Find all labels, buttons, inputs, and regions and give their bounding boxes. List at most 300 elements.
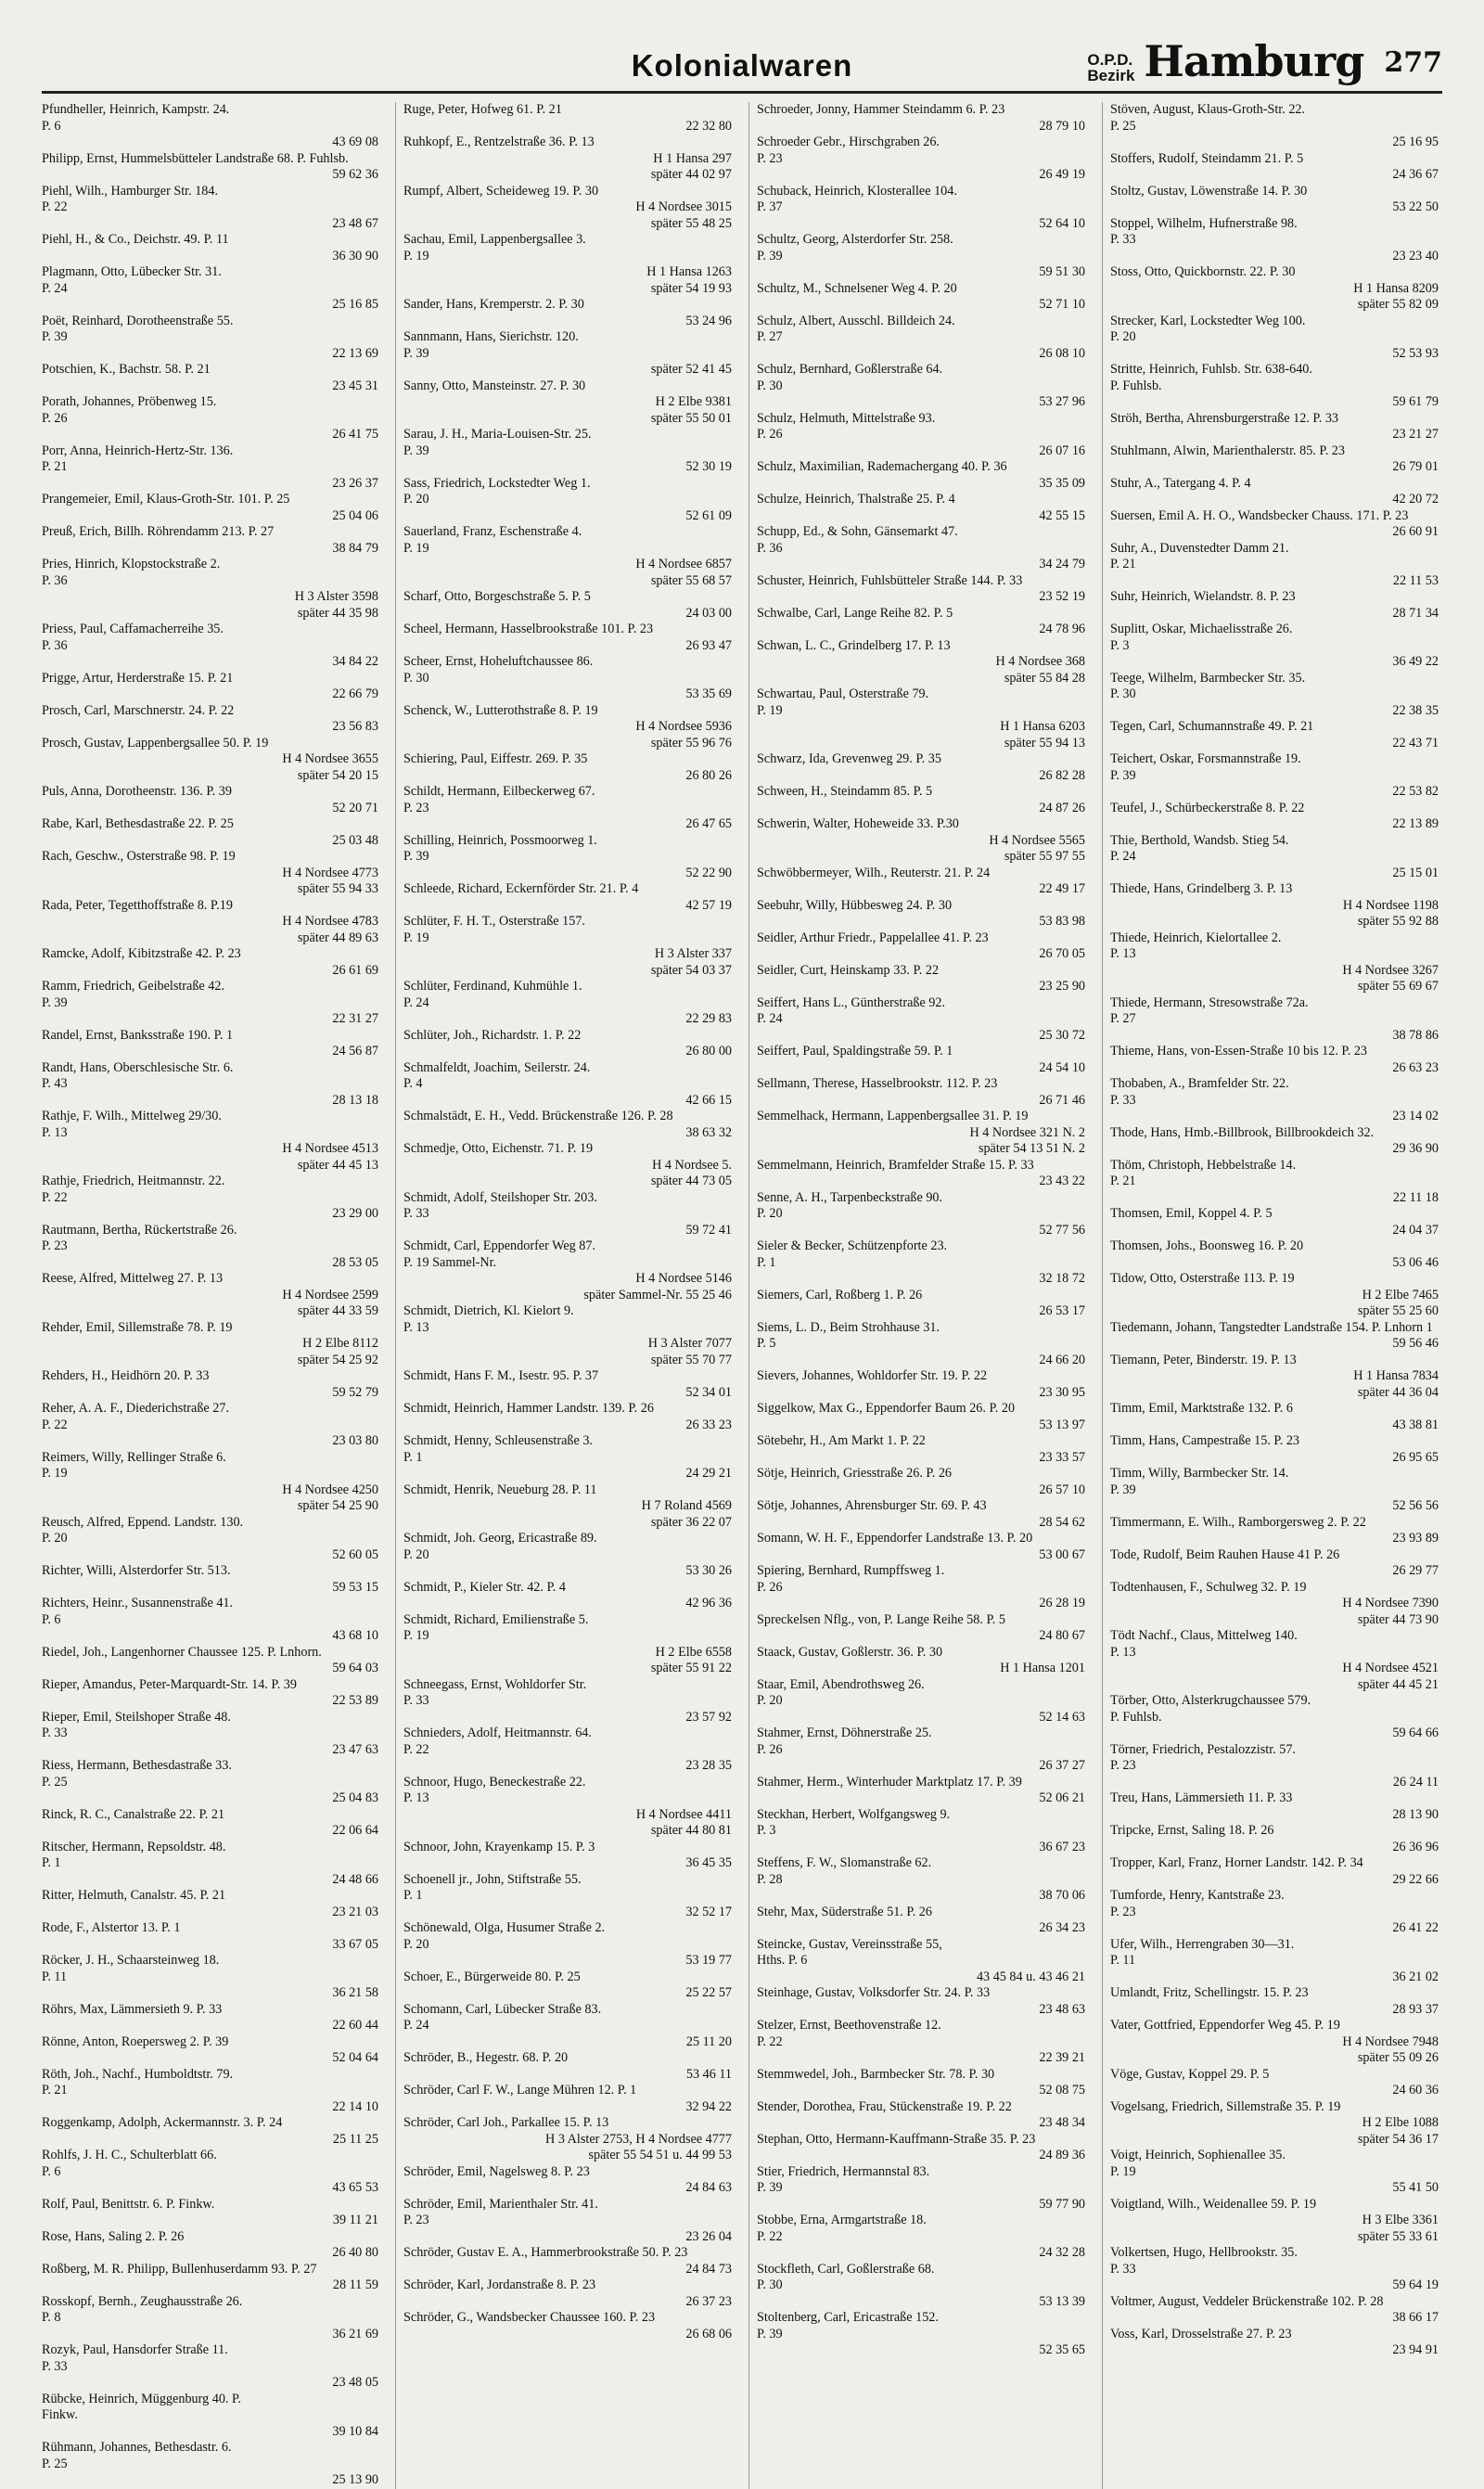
entry-name-address: Thöm, Christoph, Hebbelstraße 14. xyxy=(1110,1157,1297,1173)
directory-entry xyxy=(403,622,736,654)
entry-telephone: H 4 Nordsee 3015 xyxy=(635,199,732,214)
directory-entry xyxy=(42,184,382,233)
directory-entry xyxy=(1110,411,1442,443)
entry-postal-district: P. 30 xyxy=(1110,686,1136,701)
directory-entry xyxy=(403,2245,736,2277)
entry-telephone: 52 61 09 xyxy=(685,507,732,523)
entry-name-address: Röhrs, Max, Lämmersieth 9. P. 33 xyxy=(42,2001,223,2017)
entry-name-address: Rose, Hans, Saling 2. P. 26 xyxy=(42,2228,185,2244)
entry-name-address: Schröder, Karl, Jordanstraße 8. P. 23 xyxy=(403,2277,596,2292)
entry-name-address: Schmalstädt, E. H., Vedd. Brückenstraße 126. P. 28 xyxy=(403,1109,673,1123)
entry-name-address: Steffens, F. W., Slomanstraße 62. xyxy=(757,1855,932,1870)
directory-entry xyxy=(403,1969,736,2002)
entry-postal-district: P. 33 xyxy=(403,1206,429,1221)
entry-telephone: H 4 Nordsee 6857 xyxy=(635,557,732,571)
entry-postal-district: P. 27 xyxy=(757,329,783,344)
entry-telephone: 29 36 90 xyxy=(1392,1141,1439,1156)
entry-postal-district: P. 22 xyxy=(757,2228,783,2244)
entry-name-address: Rehders, H., Heidhörn 20. P. 33 xyxy=(42,1368,210,1383)
entry-telephone: später 55 70 77 xyxy=(650,1352,732,1367)
entry-name-address: Rolf, Paul, Benittstr. 6. P. Finkw. xyxy=(42,2196,215,2212)
entry-postal-district: P. 24 xyxy=(1110,849,1136,864)
entry-telephone: 26 34 23 xyxy=(1039,1920,1085,1935)
entry-name-address: Schroeder Gebr., Hirschgraben 26. xyxy=(757,135,940,149)
directory-entry xyxy=(403,1531,736,1580)
entry-telephone: 36 67 23 xyxy=(1039,1839,1085,1854)
entry-name-address: Rathje, Friedrich, Heitmannstr. 22. xyxy=(42,1174,225,1188)
entry-name-address: Spreckelsen Nflg., von, P. Lange Reihe 58. P. 5 xyxy=(757,1611,1005,1627)
entry-name-address: Rinck, R. C., Canalstraße 22. P. 21 xyxy=(42,1806,225,1822)
directory-entry xyxy=(403,2050,736,2083)
entry-telephone: später 55 91 22 xyxy=(650,1661,732,1675)
entry-telephone: 23 25 90 xyxy=(1039,979,1085,994)
directory-entry xyxy=(403,1109,736,1141)
entry-telephone: 22 29 83 xyxy=(685,1011,732,1026)
entry-telephone: später 55 33 61 xyxy=(1357,2228,1439,2244)
entry-telephone: 24 32 28 xyxy=(1039,2245,1085,2260)
entry-telephone: später 55 50 01 xyxy=(650,410,732,426)
entry-name-address: Schwarz, Ida, Grevenweg 29. P. 35 xyxy=(757,751,941,766)
directory-entry xyxy=(757,2067,1089,2099)
entry-postal-district: P. 13 xyxy=(1110,1644,1136,1660)
entry-name-address: Ruhkopf, E., Rentzelstraße 36. P. 13 xyxy=(403,135,595,149)
entry-telephone: später 36 22 07 xyxy=(650,1514,732,1530)
entry-telephone: 32 94 22 xyxy=(685,2098,732,2114)
entry-name-address: Schröder, Gustav E. A., Hammerbrookstraße 50. P. 23 xyxy=(403,2245,688,2260)
entry-name-address: Schwartau, Paul, Osterstraße 79. xyxy=(757,686,929,701)
entry-telephone: 52 04 64 xyxy=(332,2050,378,2065)
district-label xyxy=(1087,52,1134,83)
entry-telephone: 53 27 96 xyxy=(1039,394,1085,409)
entry-telephone: später 44 33 59 xyxy=(297,1303,378,1318)
directory-entry xyxy=(1110,1353,1442,1385)
entry-telephone: 23 45 31 xyxy=(332,378,378,393)
directory-entry xyxy=(1110,1823,1442,1855)
entry-name-address: Prosch, Gustav, Lappenbergsallee 50. P. 19 xyxy=(42,735,269,751)
entry-postal-district: P. 5 xyxy=(757,1336,776,1351)
directory-entry xyxy=(42,622,382,671)
directory-entry xyxy=(403,135,736,167)
entry-name-address: Reher, A. A. F., Diederichstraße 27. xyxy=(42,1401,229,1416)
entry-name-address: Schwerin, Walter, Hoheweide 33. P.30 xyxy=(757,816,959,831)
entry-postal-district: P. 6 xyxy=(42,2163,61,2179)
directory-entry xyxy=(757,1775,1089,1807)
directory-entry xyxy=(757,995,1089,1045)
entry-telephone: 42 55 15 xyxy=(1039,507,1085,523)
entry-name-address: Tumforde, Henry, Kantstraße 23. xyxy=(1110,1888,1285,1903)
directory-entry xyxy=(757,1288,1089,1320)
directory-entry xyxy=(42,1303,382,1320)
directory-entry xyxy=(42,362,382,394)
directory-entry xyxy=(757,1985,1089,2018)
entry-telephone: 23 43 22 xyxy=(1039,1174,1085,1188)
entry-telephone: 26 36 96 xyxy=(1392,1839,1439,1854)
entry-telephone: später 54 25 90 xyxy=(297,1498,378,1513)
entry-telephone: 52 77 56 xyxy=(1039,1222,1085,1238)
directory-entry xyxy=(42,151,382,184)
directory-entry xyxy=(1110,622,1442,671)
entry-name-address: Stahmer, Ernst, Döhnerstraße 25. xyxy=(757,1726,932,1740)
column-3 xyxy=(748,102,1089,2489)
entry-telephone: 52 35 65 xyxy=(1039,2342,1085,2357)
directory-entry xyxy=(403,1677,736,1726)
entry-telephone: 52 53 93 xyxy=(1392,345,1439,361)
entry-telephone: H 2 Elbe 1088 xyxy=(1362,2115,1439,2130)
directory-entry xyxy=(42,898,382,930)
entry-telephone: H 4 Nordsee 5565 xyxy=(989,832,1085,848)
entry-telephone: 26 53 17 xyxy=(1039,1303,1085,1318)
entry-name-address: Rabe, Karl, Bethesdastraße 22. P. 25 xyxy=(42,816,234,831)
column-4 xyxy=(1102,102,1442,2489)
entry-postal-district: P. 36 xyxy=(42,637,68,653)
entry-telephone: später 54 13 51 N. 2 xyxy=(978,1141,1085,1156)
directory-entry xyxy=(403,784,736,833)
entry-telephone: H 4 Nordsee 5146 xyxy=(635,1271,732,1286)
directory-entry xyxy=(42,816,382,849)
entry-telephone: 26 40 80 xyxy=(332,2245,378,2260)
entry-telephone: 22 11 53 xyxy=(1392,572,1439,588)
entry-telephone: H 2 Elbe 7465 xyxy=(1362,1287,1439,1302)
entry-name-address: Thie, Berthold, Wandsb. Stieg 54. xyxy=(1110,832,1289,848)
entry-postal-district: P. 30 xyxy=(403,670,429,686)
entry-name-address: Timmermann, E. Wilh., Ramborgersweg 2. P. 22 xyxy=(1110,1514,1366,1530)
entry-telephone: 43 69 08 xyxy=(332,135,378,149)
entry-telephone: 24 84 63 xyxy=(685,2180,732,2195)
entry-telephone: 26 37 27 xyxy=(1039,1758,1085,1773)
entry-name-address: Schröder, G., Wandsbecker Chaussee 160. P. 23 xyxy=(403,2310,656,2325)
entry-name-address: Rozyk, Paul, Hansdorfer Straße 11. xyxy=(42,2342,228,2357)
entry-telephone: 23 29 00 xyxy=(332,1206,378,1221)
entry-name-address: Timm, Willy, Barmbecker Str. 14. xyxy=(1110,1466,1289,1481)
entry-telephone: 24 03 00 xyxy=(685,605,732,621)
entry-telephone: H 1 Hansa 1263 xyxy=(646,264,732,279)
entry-name-address: Prosch, Carl, Marschnerstr. 24. P. 22 xyxy=(42,702,235,718)
entry-name-address: Schoenell jr., John, Stiftstraße 55. xyxy=(403,1871,582,1887)
entry-name-address: Törner, Friedrich, Pestalozzistr. 57. xyxy=(1110,1741,1296,1757)
entry-name-address: Thomsen, Johs., Boonsweg 16. P. 20 xyxy=(1110,1238,1304,1253)
entry-telephone: 26 63 23 xyxy=(1392,1059,1439,1075)
entry-postal-district: P. 21 xyxy=(42,459,68,474)
entry-postal-district: P. 36 xyxy=(757,540,783,556)
entry-postal-district: P. 19 xyxy=(757,702,783,718)
directory-entry xyxy=(42,1498,382,1515)
entry-postal-district: P. 39 xyxy=(757,248,783,263)
directory-entry xyxy=(757,1109,1089,1141)
entry-telephone: 26 28 19 xyxy=(1039,1596,1085,1610)
entry-telephone: 22 53 82 xyxy=(1392,784,1439,799)
entry-telephone: H 4 Nordsee 321 N. 2 xyxy=(969,1124,1085,1140)
directory-entry xyxy=(757,2310,1089,2359)
entry-postal-district: P. 33 xyxy=(1110,2261,1136,2277)
directory-entry xyxy=(1110,2099,1442,2132)
directory-entry xyxy=(1110,995,1442,1045)
entry-postal-district: P. 24 xyxy=(403,2018,429,2033)
entry-telephone: 36 21 69 xyxy=(332,2326,378,2341)
directory-entry xyxy=(757,1531,1089,1563)
directory-entry xyxy=(1110,801,1442,833)
entry-telephone: H 2 Elbe 6558 xyxy=(655,1644,732,1660)
entry-telephone: 22 32 80 xyxy=(685,118,732,134)
entry-name-address: Steinhage, Gustav, Volksdorfer Str. 24. P. 33 xyxy=(757,1985,991,2000)
entry-name-address: Schiering, Paul, Eiffestr. 269. P. 35 xyxy=(403,751,588,766)
directory-entry xyxy=(42,1758,382,1807)
entry-telephone: 59 64 03 xyxy=(332,1661,378,1675)
directory-entry xyxy=(1110,2018,1442,2050)
entry-telephone: H 4 Nordsee 4773 xyxy=(282,865,378,880)
entry-postal-district: P. 21 xyxy=(1110,557,1136,571)
entry-postal-district: P. 33 xyxy=(42,1726,68,1740)
directory-entry xyxy=(1110,314,1442,363)
entry-telephone: 23 48 67 xyxy=(332,215,378,231)
entry-name-address: Semmelmann, Heinrich, Bramfelder Straße 15. P. 33 xyxy=(757,1157,1034,1173)
directory-entry xyxy=(1110,508,1442,541)
entry-telephone: 23 23 40 xyxy=(1392,248,1439,263)
directory-entry xyxy=(42,492,382,524)
entry-telephone: 23 33 57 xyxy=(1039,1449,1085,1465)
directory-entry xyxy=(42,768,382,785)
directory-entry xyxy=(42,1174,382,1223)
entry-telephone: 53 22 50 xyxy=(1392,199,1439,214)
directory-entry xyxy=(757,2099,1089,2132)
entry-postal-district: P. 20 xyxy=(403,1546,429,1562)
directory-entry xyxy=(403,1353,736,1369)
entry-postal-district: P. 19 xyxy=(1110,2163,1136,2179)
entry-name-address: Stuhr, A., Tatergang 4. P. 4 xyxy=(1110,475,1251,491)
directory-entry xyxy=(403,2083,736,2115)
directory-entry xyxy=(42,1223,382,1272)
directory-entry xyxy=(403,914,736,963)
directory-entry xyxy=(403,2115,736,2148)
entry-name-address: Thieme, Hans, von-Essen-Straße 10 bis 12. P. 23 xyxy=(1110,1044,1368,1058)
entry-telephone: 24 60 36 xyxy=(1392,2083,1439,2098)
directory-entry xyxy=(1110,881,1442,914)
entry-name-address: Pries, Hinrich, Klopstockstraße 2. xyxy=(42,557,221,571)
entry-telephone: später 55 92 88 xyxy=(1357,914,1439,929)
entry-postal-district: P. 39 xyxy=(757,2326,783,2341)
entry-name-address: Strecker, Karl, Lockstedter Weg 100. xyxy=(1110,313,1306,328)
entry-telephone: später 55 84 28 xyxy=(1004,670,1085,686)
entry-name-address: Schildt, Hermann, Eilbeckerweg 67. xyxy=(403,784,595,799)
directory-entry xyxy=(42,979,382,1028)
directory-entry xyxy=(757,1677,1089,1726)
directory-entry xyxy=(42,2342,382,2392)
entry-telephone: 24 29 21 xyxy=(685,1466,732,1481)
entry-name-address: Stephan, Otto, Hermann-Kauffmann-Straße 35. P. 23 xyxy=(757,2131,1036,2147)
entry-telephone: 38 70 06 xyxy=(1039,1888,1085,1903)
entry-postal-district: P. 22 xyxy=(42,199,68,214)
entry-name-address: Schmidt, P., Kieler Str. 42. P. 4 xyxy=(403,1579,566,1595)
entry-name-address: Treu, Hans, Lämmersieth 11. P. 33 xyxy=(1110,1790,1293,1805)
entry-telephone: 53 06 46 xyxy=(1392,1254,1439,1270)
entry-name-address: Stier, Friedrich, Hermannstal 83. xyxy=(757,2163,930,2179)
entry-postal-district: P. 30 xyxy=(757,2277,783,2292)
entry-postal-district: P. 39 xyxy=(42,994,68,1010)
directory-entry xyxy=(403,589,736,622)
entry-telephone: 28 71 34 xyxy=(1392,605,1439,621)
entry-name-address: Sötje, Heinrich, Griesstraße 26. P. 26 xyxy=(757,1466,953,1481)
directory-entry xyxy=(42,671,382,703)
entry-name-address: Rautmann, Bertha, Rückertstraße 26. xyxy=(42,1222,237,1238)
entry-name-address: Thobaben, A., Bramfelder Str. 22. xyxy=(1110,1076,1289,1091)
directory-entry xyxy=(1110,1238,1442,1271)
entry-telephone: 28 13 18 xyxy=(332,1092,378,1108)
directory-entry xyxy=(403,329,736,378)
directory-entry xyxy=(403,1515,736,1532)
entry-name-address: Volkertsen, Hugo, Hellbrookstr. 35. xyxy=(1110,2245,1298,2260)
entry-name-address: Steckhan, Herbert, Wolfgangsweg 9. xyxy=(757,1806,951,1822)
directory-entry xyxy=(757,671,1089,687)
entry-telephone: H 3 Alster 7077 xyxy=(647,1336,732,1351)
entry-telephone: später 52 41 45 xyxy=(650,362,732,377)
entry-postal-district: P. 39 xyxy=(403,443,429,458)
directory-entry xyxy=(403,1368,736,1401)
directory-entry xyxy=(42,102,382,151)
directory-entry xyxy=(757,459,1089,492)
entry-telephone: 36 45 35 xyxy=(685,1855,732,1870)
entry-postal-district: P. 19 xyxy=(403,248,429,263)
entry-telephone: später 55 68 57 xyxy=(650,572,732,588)
directory-entry xyxy=(403,281,736,298)
entry-postal-district: P. 13 xyxy=(1110,946,1136,961)
directory-entry xyxy=(757,1320,1089,1369)
entry-name-address: Ramcke, Adolf, Kibitzstraße 42. P. 23 xyxy=(42,946,241,961)
entry-telephone: 42 96 36 xyxy=(685,1596,732,1610)
entry-name-address: Ruge, Peter, Hofweg 61. P. 21 xyxy=(403,102,562,117)
entry-postal-district: P. 13 xyxy=(403,1790,429,1805)
directory-entry xyxy=(1110,2067,1442,2099)
directory-entry xyxy=(1110,1271,1442,1303)
entry-name-address: Vater, Gottfried, Eppendorfer Weg 45. P. 19 xyxy=(1110,2018,1340,2033)
entry-telephone: später 44 73 05 xyxy=(650,1174,732,1188)
directory-entry xyxy=(757,184,1089,233)
directory-entry xyxy=(757,1807,1089,1856)
entry-postal-district: P. 22 xyxy=(403,1741,429,1757)
entry-name-address: Pfundheller, Heinrich, Kampstr. 24. xyxy=(42,102,230,117)
entry-name-address: Sass, Friedrich, Lockstedter Weg 1. xyxy=(403,475,591,491)
directory-entry xyxy=(42,2392,382,2441)
entry-telephone: 25 13 90 xyxy=(332,2472,378,2487)
entry-name-address: Stemmwedel, Joh., Barmbecker Str. 78. P. 30 xyxy=(757,2066,995,2082)
entry-name-address: Ritter, Helmuth, Canalstr. 45. P. 21 xyxy=(42,1888,226,1903)
entry-telephone: 52 64 10 xyxy=(1039,215,1085,231)
entry-telephone: 22 39 21 xyxy=(1039,2050,1085,2065)
directory-entry xyxy=(42,703,382,736)
directory-entry xyxy=(757,2213,1089,2262)
entry-name-address: Ritscher, Hermann, Repsoldstr. 48. xyxy=(42,1839,226,1854)
directory-entry xyxy=(757,1612,1089,1645)
entry-name-address: Schuback, Heinrich, Klosterallee 104. xyxy=(757,183,957,199)
directory-entry xyxy=(42,394,382,443)
directory-entry xyxy=(403,427,736,476)
directory-entry xyxy=(1110,2294,1442,2327)
directory-entry xyxy=(1110,2245,1442,2294)
entry-name-address: Vöge, Gustav, Koppel 29. P. 5 xyxy=(1110,2066,1270,2082)
directory-entry xyxy=(403,2197,736,2246)
directory-entry xyxy=(403,654,736,703)
entry-name-address: Siemers, Carl, Roßberg 1. P. 26 xyxy=(757,1287,923,1302)
entry-telephone: 26 47 65 xyxy=(685,816,732,831)
entry-telephone: 35 35 09 xyxy=(1039,475,1085,491)
entry-postal-district: P. 6 xyxy=(42,118,61,134)
entry-name-address: Thiede, Hermann, Stresowstraße 72a. xyxy=(1110,994,1309,1010)
entry-telephone: 53 13 97 xyxy=(1039,1417,1085,1432)
entry-postal-district: P. 23 xyxy=(1110,1758,1136,1773)
entry-telephone: 24 48 66 xyxy=(332,1871,378,1887)
directory-entry xyxy=(757,1498,1089,1531)
directory-entry xyxy=(757,638,1089,671)
entry-postal-district: P. 13 xyxy=(42,1124,68,1140)
entry-name-address: Tegen, Carl, Schumannstraße 49. P. 21 xyxy=(1110,719,1314,734)
entry-name-address: Schween, H., Steindamm 85. P. 5 xyxy=(757,784,933,799)
entry-telephone: 52 06 21 xyxy=(1039,1790,1085,1805)
entry-telephone: später 44 89 63 xyxy=(297,930,378,945)
directory-entry xyxy=(42,314,382,363)
directory-entry xyxy=(757,1141,1089,1158)
directory-entry xyxy=(403,1775,736,1824)
directory-entry xyxy=(42,1563,382,1596)
entry-name-address: Schuster, Heinrich, Fuhlsbütteler Straße 144. P. 33 xyxy=(757,572,1023,588)
directory-entry xyxy=(1110,2148,1442,2197)
entry-telephone: 22 60 44 xyxy=(332,2018,378,2033)
entry-postal-district: P. 11 xyxy=(42,1969,68,1984)
entry-name-address: Schmidt, Adolf, Steilshoper Str. 203. xyxy=(403,1189,597,1205)
entry-telephone: 53 00 67 xyxy=(1039,1546,1085,1562)
directory-entry xyxy=(403,1028,736,1060)
entry-name-address: Röth, Joh., Nachf., Humboldtstr. 79. xyxy=(42,2066,234,2082)
entry-telephone: H 4 Nordsee 3655 xyxy=(282,751,378,766)
directory-entry xyxy=(403,703,736,736)
entry-telephone: 23 48 63 xyxy=(1039,2001,1085,2017)
entry-postal-district: P. 21 xyxy=(42,2083,68,2098)
entry-telephone: 26 49 19 xyxy=(1039,167,1085,182)
entry-name-address: Schroeder, Jonny, Hammer Steindamm 6. P. 23 xyxy=(757,102,1005,117)
entry-name-address: Tode, Rudolf, Beim Rauhen Hause 41 P. 26 xyxy=(1110,1546,1340,1562)
entry-name-address: Schlüter, F. H. T., Osterstraße 157. xyxy=(403,914,585,929)
entry-telephone: später 44 02 97 xyxy=(650,167,732,182)
entry-name-address: Vogelsang, Friedrich, Sillemstraße 35. P. 19 xyxy=(1110,2098,1341,2114)
directory-entry xyxy=(42,2115,382,2148)
column-1 xyxy=(42,102,382,2489)
directory-entry xyxy=(1110,1628,1442,1677)
directory-entry xyxy=(42,736,382,768)
entry-telephone: H 4 Nordsee 7390 xyxy=(1342,1596,1439,1610)
entry-telephone: 26 61 69 xyxy=(332,962,378,978)
entry-name-address: Scharf, Otto, Borgeschstraße 5. P. 5 xyxy=(403,589,591,604)
directory-entry xyxy=(757,898,1089,930)
directory-entry xyxy=(42,2294,382,2343)
entry-name-address: Sötebehr, H., Am Markt 1. P. 22 xyxy=(757,1433,926,1448)
directory-entry xyxy=(1110,1580,1442,1612)
directory-entry xyxy=(757,135,1089,184)
directory-entry xyxy=(42,849,382,881)
directory-entry xyxy=(1110,930,1442,980)
entry-name-address: Somann, W. H. F., Eppendorfer Landstraße 13. P. 20 xyxy=(757,1531,1033,1546)
entry-postal-district: P. 6 xyxy=(42,1611,61,1627)
entry-telephone: 29 22 66 xyxy=(1392,1871,1439,1887)
entry-name-address: Schneegass, Ernst, Wohldorfer Str. xyxy=(403,1676,587,1692)
directory-entry xyxy=(403,1190,736,1239)
entry-telephone: 33 67 05 xyxy=(332,1936,378,1952)
entry-telephone: 25 16 95 xyxy=(1392,135,1439,149)
entry-postal-district: P. 27 xyxy=(1110,1011,1136,1026)
entry-telephone: 24 36 67 xyxy=(1392,167,1439,182)
entry-name-address: Tiemann, Peter, Binderstr. 19. P. 13 xyxy=(1110,1352,1297,1367)
entry-name-address: Seidler, Arthur Friedr., Pappelallee 41. P. 23 xyxy=(757,930,989,945)
entry-telephone: 52 34 01 xyxy=(685,1384,732,1400)
entry-telephone: 59 64 66 xyxy=(1392,1726,1439,1740)
directory-entry xyxy=(42,232,382,264)
directory-entry xyxy=(757,1563,1089,1612)
